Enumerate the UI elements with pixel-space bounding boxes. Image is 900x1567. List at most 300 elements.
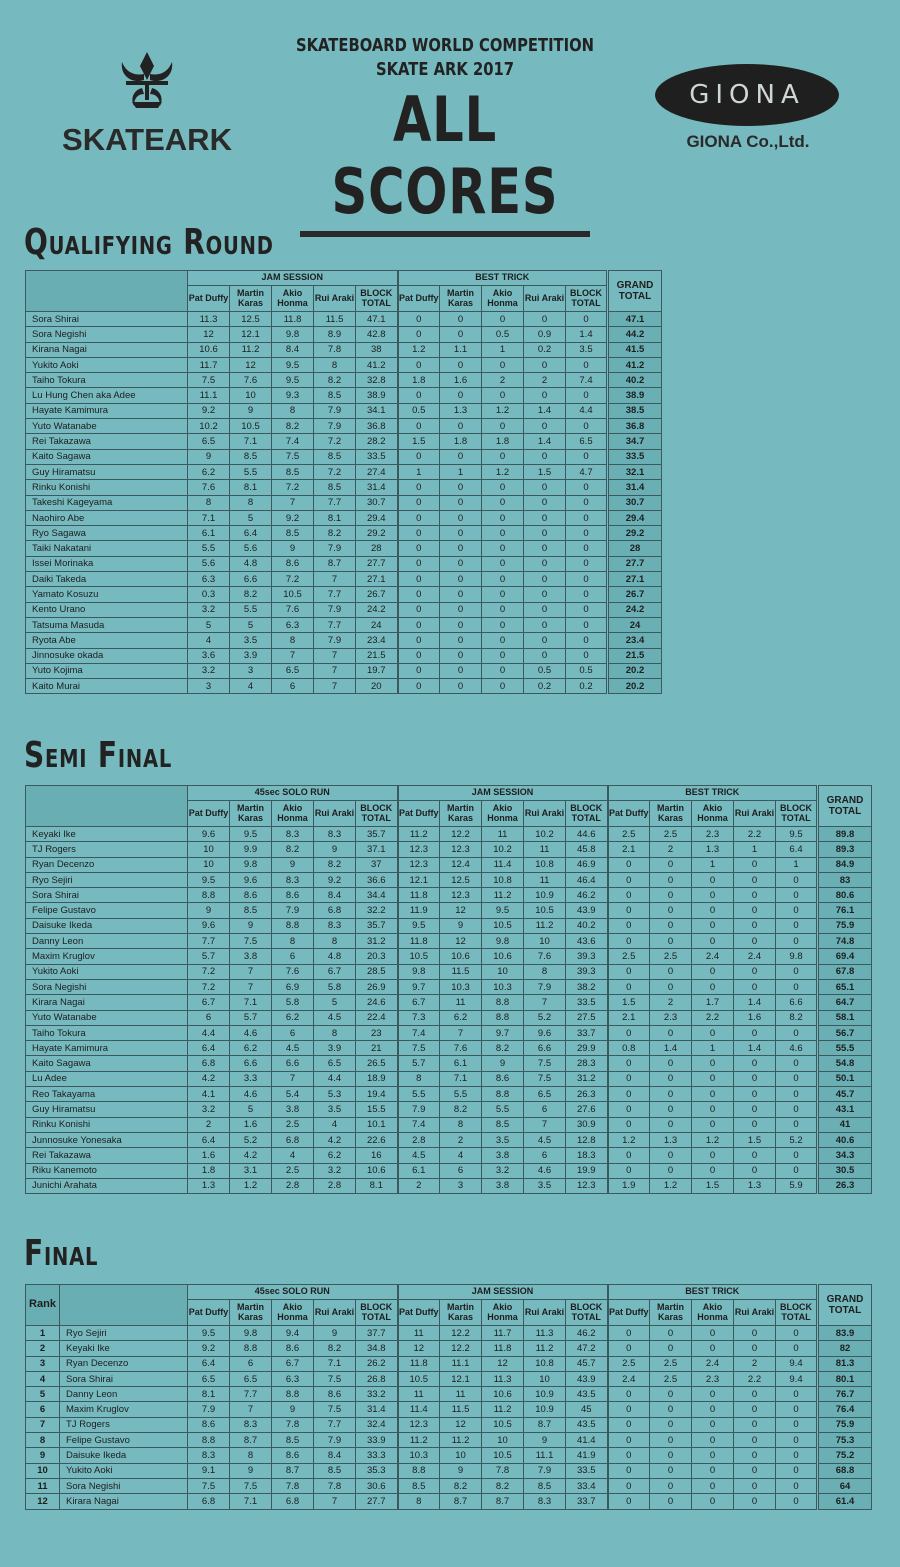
grand-total-cell: 82 bbox=[818, 1341, 872, 1356]
score-cell: 8.7 bbox=[440, 1494, 482, 1509]
score-cell: 9 bbox=[440, 918, 482, 933]
skater-name: Jinnosuke okada bbox=[26, 648, 188, 663]
score-cell: 0 bbox=[482, 617, 524, 632]
block-total-cell: 26.5 bbox=[356, 1056, 398, 1071]
score-cell: 12 bbox=[188, 327, 230, 342]
score-cell: 7 bbox=[230, 979, 272, 994]
block-total-header: BLOCK TOTAL bbox=[566, 801, 608, 827]
score-cell: 0 bbox=[524, 556, 566, 571]
judge-header: Akio Honma bbox=[272, 801, 314, 827]
grand-total-cell: 61.4 bbox=[818, 1494, 872, 1509]
score-cell: 7.7 bbox=[230, 1387, 272, 1402]
score-cell: 8.6 bbox=[188, 1417, 230, 1432]
block-total-cell: 0 bbox=[566, 526, 608, 541]
score-cell: 9.5 bbox=[230, 827, 272, 842]
judge-header: Martin Karas bbox=[440, 286, 482, 312]
score-cell: 0 bbox=[608, 1387, 650, 1402]
score-cell: 0 bbox=[398, 388, 440, 403]
table-row bbox=[26, 1178, 872, 1193]
score-cell: 7.5 bbox=[314, 1402, 356, 1417]
table-row bbox=[26, 1132, 872, 1147]
score-cell: 8.2 bbox=[440, 1478, 482, 1493]
score-cell: 9 bbox=[482, 1056, 524, 1071]
grand-total-cell: 44.2 bbox=[608, 327, 662, 342]
score-cell: 9.3 bbox=[272, 388, 314, 403]
score-cell: 8.8 bbox=[482, 995, 524, 1010]
block-total-cell: 36.8 bbox=[356, 419, 398, 434]
block-total-cell: 27.5 bbox=[566, 1010, 608, 1025]
block-total-cell: 47.2 bbox=[566, 1341, 608, 1356]
score-cell: 7.9 bbox=[314, 633, 356, 648]
score-cell: 0 bbox=[650, 1341, 692, 1356]
score-cell: 9.5 bbox=[188, 1326, 230, 1341]
score-cell: 3 bbox=[440, 1178, 482, 1193]
skater-name: Kirara Nagai bbox=[60, 1494, 188, 1509]
score-cell: 11 bbox=[398, 1387, 440, 1402]
table-row bbox=[26, 903, 872, 918]
group-header: 45sec SOLO RUN bbox=[188, 1285, 398, 1300]
score-cell: 6.4 bbox=[188, 1132, 230, 1147]
score-cell: 0 bbox=[398, 602, 440, 617]
score-cell: 8.5 bbox=[524, 1478, 566, 1493]
score-cell: 7.5 bbox=[524, 1056, 566, 1071]
score-cell: 2 bbox=[398, 1178, 440, 1193]
score-cell: 6.2 bbox=[314, 1148, 356, 1163]
table-row bbox=[26, 464, 662, 479]
score-cell: 6.6 bbox=[230, 572, 272, 587]
skater-name: Sora Shirai bbox=[60, 1371, 188, 1386]
block-total-cell: 5.2 bbox=[776, 1132, 818, 1147]
block-total-cell: 0 bbox=[776, 1326, 818, 1341]
score-cell: 0 bbox=[440, 419, 482, 434]
score-cell: 6.5 bbox=[524, 1087, 566, 1102]
semi-final-table bbox=[25, 785, 872, 1194]
score-cell: 0 bbox=[440, 572, 482, 587]
grand-total-cell: 40.6 bbox=[818, 1132, 872, 1147]
score-cell: 12 bbox=[440, 903, 482, 918]
score-cell: 9.5 bbox=[272, 373, 314, 388]
score-cell: 7 bbox=[440, 1025, 482, 1040]
block-total-cell: 29.9 bbox=[566, 1041, 608, 1056]
score-cell: 7.9 bbox=[314, 1433, 356, 1448]
table-row bbox=[26, 1102, 872, 1117]
score-cell: 11.7 bbox=[482, 1326, 524, 1341]
score-cell: 0 bbox=[482, 556, 524, 571]
judge-header: Akio Honma bbox=[272, 286, 314, 312]
grand-total-cell: 41.5 bbox=[608, 342, 662, 357]
block-total-cell: 0 bbox=[566, 357, 608, 372]
score-cell: 6 bbox=[230, 1356, 272, 1371]
grand-total-cell: 27.1 bbox=[608, 572, 662, 587]
score-cell: 5.5 bbox=[398, 1087, 440, 1102]
score-cell: 6.7 bbox=[314, 964, 356, 979]
score-cell: 5.5 bbox=[188, 541, 230, 556]
score-cell: 0 bbox=[398, 510, 440, 525]
skater-name: Maxim Kruglov bbox=[26, 949, 188, 964]
score-cell: 8.5 bbox=[314, 1463, 356, 1478]
table-row bbox=[26, 995, 872, 1010]
score-cell: 7.5 bbox=[524, 1071, 566, 1086]
skater-name: Guy Hiramatsu bbox=[26, 464, 188, 479]
score-cell: 8.5 bbox=[230, 449, 272, 464]
score-cell: 10.8 bbox=[524, 1356, 566, 1371]
block-total-cell: 0 bbox=[566, 419, 608, 434]
score-cell: 1.6 bbox=[230, 1117, 272, 1132]
giona-oval: GIONA bbox=[655, 64, 839, 126]
score-cell: 1.1 bbox=[440, 342, 482, 357]
score-cell: 8.3 bbox=[230, 1417, 272, 1432]
block-total-cell: 37.7 bbox=[356, 1326, 398, 1341]
table-row bbox=[26, 1010, 872, 1025]
score-cell: 7.4 bbox=[272, 434, 314, 449]
block-total-header: BLOCK TOTAL bbox=[356, 801, 398, 827]
score-cell: 7.8 bbox=[272, 1417, 314, 1432]
score-cell: 1.4 bbox=[524, 403, 566, 418]
score-cell: 11.1 bbox=[188, 388, 230, 403]
score-cell: 2.2 bbox=[734, 827, 776, 842]
score-cell: 7.9 bbox=[314, 541, 356, 556]
table-row bbox=[26, 1494, 872, 1509]
table-row bbox=[26, 1041, 872, 1056]
score-cell: 4.5 bbox=[272, 1041, 314, 1056]
block-total-header: BLOCK TOTAL bbox=[566, 286, 608, 312]
skater-name: Guy Hiramatsu bbox=[26, 1102, 188, 1117]
score-cell: 4.1 bbox=[188, 1087, 230, 1102]
block-total-cell: 1 bbox=[776, 857, 818, 872]
block-total-cell: 1.4 bbox=[566, 327, 608, 342]
score-cell: 2.5 bbox=[650, 1371, 692, 1386]
score-cell: 11 bbox=[524, 842, 566, 857]
score-cell: 6.1 bbox=[398, 1163, 440, 1178]
score-cell: 7 bbox=[524, 995, 566, 1010]
score-cell: 0 bbox=[650, 1102, 692, 1117]
table-row bbox=[26, 1117, 872, 1132]
grand-total-cell: 21.5 bbox=[608, 648, 662, 663]
judge-header: Martin Karas bbox=[650, 1300, 692, 1326]
grand-total-cell: 68.8 bbox=[818, 1463, 872, 1478]
score-cell: 9.4 bbox=[272, 1326, 314, 1341]
block-total-cell: 3.5 bbox=[566, 342, 608, 357]
score-cell: 0 bbox=[440, 602, 482, 617]
score-cell: 5 bbox=[314, 995, 356, 1010]
score-cell: 8.8 bbox=[272, 918, 314, 933]
skater-name: Riku Kanemoto bbox=[26, 1163, 188, 1178]
grand-total-cell: 83.9 bbox=[818, 1326, 872, 1341]
grand-total-cell: 84.9 bbox=[818, 857, 872, 872]
score-cell: 6.6 bbox=[272, 1056, 314, 1071]
score-cell: 1.4 bbox=[734, 995, 776, 1010]
skater-name: Maxim Kruglov bbox=[60, 1402, 188, 1417]
score-cell: 0 bbox=[650, 1433, 692, 1448]
score-cell: 0 bbox=[440, 327, 482, 342]
score-cell: 12.4 bbox=[440, 857, 482, 872]
score-cell: 0 bbox=[608, 1478, 650, 1493]
score-cell: 3.5 bbox=[482, 1132, 524, 1147]
score-cell: 0 bbox=[482, 480, 524, 495]
score-cell: 7.5 bbox=[230, 1478, 272, 1493]
table-row bbox=[26, 842, 872, 857]
score-cell: 11 bbox=[524, 872, 566, 887]
score-cell: 0 bbox=[524, 419, 566, 434]
score-cell: 8.7 bbox=[524, 1417, 566, 1432]
judge-header: Pat Duffy bbox=[398, 1300, 440, 1326]
block-total-cell: 19.4 bbox=[356, 1087, 398, 1102]
qualifying-table bbox=[25, 270, 662, 694]
score-cell: 0 bbox=[734, 872, 776, 887]
grand-total-cell: 75.3 bbox=[818, 1433, 872, 1448]
grand-total-cell: 29.2 bbox=[608, 526, 662, 541]
judge-header: Pat Duffy bbox=[188, 286, 230, 312]
score-cell: 0 bbox=[482, 357, 524, 372]
score-cell: 5.3 bbox=[314, 1087, 356, 1102]
score-cell: 1.2 bbox=[482, 464, 524, 479]
score-cell: 0 bbox=[482, 633, 524, 648]
skater-name: Reo Takayama bbox=[26, 1087, 188, 1102]
score-cell: 8 bbox=[230, 495, 272, 510]
block-total-cell: 44.6 bbox=[566, 827, 608, 842]
score-cell: 0 bbox=[608, 1056, 650, 1071]
block-total-cell: 9.5 bbox=[776, 827, 818, 842]
block-total-cell: 27.6 bbox=[566, 1102, 608, 1117]
score-cell: 0 bbox=[692, 872, 734, 887]
score-cell: 2.2 bbox=[692, 1010, 734, 1025]
score-cell: 0 bbox=[692, 964, 734, 979]
score-cell: 0 bbox=[482, 495, 524, 510]
score-cell: 7.2 bbox=[314, 434, 356, 449]
score-cell: 0 bbox=[524, 449, 566, 464]
score-cell: 4.4 bbox=[188, 1025, 230, 1040]
skater-name: Danny Leon bbox=[26, 934, 188, 949]
score-cell: 0 bbox=[650, 872, 692, 887]
score-cell: 0 bbox=[440, 495, 482, 510]
score-cell: 5 bbox=[230, 1102, 272, 1117]
score-cell: 2.1 bbox=[608, 1010, 650, 1025]
score-cell: 6 bbox=[524, 1148, 566, 1163]
score-cell: 0.3 bbox=[188, 587, 230, 602]
table-row bbox=[26, 1417, 872, 1432]
block-total-cell: 0 bbox=[776, 1463, 818, 1478]
score-cell: 2 bbox=[650, 842, 692, 857]
score-cell: 7.8 bbox=[314, 1478, 356, 1493]
score-cell: 8.5 bbox=[482, 1117, 524, 1132]
score-cell: 8.3 bbox=[524, 1494, 566, 1509]
score-cell: 0.9 bbox=[524, 327, 566, 342]
score-cell: 6.2 bbox=[272, 1010, 314, 1025]
block-total-cell: 0.5 bbox=[566, 663, 608, 678]
score-cell: 0 bbox=[734, 1341, 776, 1356]
table-row bbox=[26, 357, 662, 372]
score-cell: 0 bbox=[398, 449, 440, 464]
block-total-cell: 26.2 bbox=[356, 1356, 398, 1371]
grand-total-cell: 26.3 bbox=[818, 1178, 872, 1193]
score-cell: 9.2 bbox=[188, 1341, 230, 1356]
table-row bbox=[26, 617, 662, 632]
rank-cell: 11 bbox=[26, 1478, 60, 1493]
block-total-cell: 0 bbox=[566, 312, 608, 327]
block-total-cell: 31.2 bbox=[566, 1071, 608, 1086]
grand-total-header: GRAND TOTAL bbox=[608, 271, 662, 312]
score-cell: 8.5 bbox=[272, 526, 314, 541]
block-total-cell: 32.2 bbox=[356, 903, 398, 918]
score-cell: 2.4 bbox=[692, 949, 734, 964]
score-cell: 2 bbox=[650, 995, 692, 1010]
score-cell: 0 bbox=[650, 1387, 692, 1402]
table-row bbox=[26, 495, 662, 510]
score-cell: 0 bbox=[608, 903, 650, 918]
score-cell: 0 bbox=[398, 663, 440, 678]
score-cell: 0 bbox=[482, 449, 524, 464]
grand-total-cell: 34.7 bbox=[608, 434, 662, 449]
block-total-cell: 32.8 bbox=[356, 373, 398, 388]
block-total-header: BLOCK TOTAL bbox=[776, 1300, 818, 1326]
score-cell: 8.2 bbox=[440, 1102, 482, 1117]
grand-total-cell: 69.4 bbox=[818, 949, 872, 964]
score-cell: 8 bbox=[230, 1448, 272, 1463]
score-cell: 7.9 bbox=[314, 419, 356, 434]
score-cell: 0 bbox=[398, 312, 440, 327]
grand-total-cell: 76.4 bbox=[818, 1402, 872, 1417]
score-cell: 10.9 bbox=[524, 1402, 566, 1417]
table-row bbox=[26, 342, 662, 357]
score-cell: 0 bbox=[440, 556, 482, 571]
grand-total-cell: 20.2 bbox=[608, 679, 662, 694]
skater-name: Yukito Aoki bbox=[26, 964, 188, 979]
grand-total-cell: 75.9 bbox=[818, 1417, 872, 1432]
score-cell: 7 bbox=[314, 572, 356, 587]
judge-header: Rui Araki bbox=[314, 1300, 356, 1326]
score-cell: 6 bbox=[272, 949, 314, 964]
rank-cell: 4 bbox=[26, 1371, 60, 1386]
table-row bbox=[26, 1387, 872, 1402]
block-total-cell: 33.3 bbox=[356, 1448, 398, 1463]
score-cell: 8.2 bbox=[314, 373, 356, 388]
grand-total-cell: 50.1 bbox=[818, 1071, 872, 1086]
score-cell: 10.8 bbox=[524, 857, 566, 872]
score-cell: 0 bbox=[524, 357, 566, 372]
score-cell: 9.2 bbox=[272, 510, 314, 525]
score-cell: 8.8 bbox=[482, 1087, 524, 1102]
score-cell: 2.5 bbox=[650, 1356, 692, 1371]
skater-name: Takeshi Kageyama bbox=[26, 495, 188, 510]
score-cell: 4.6 bbox=[524, 1163, 566, 1178]
score-cell: 9.2 bbox=[188, 403, 230, 418]
score-cell: 6.4 bbox=[188, 1041, 230, 1056]
grand-total-cell: 30.7 bbox=[608, 495, 662, 510]
skater-name: Kirara Nagai bbox=[26, 995, 188, 1010]
rank-cell: 7 bbox=[26, 1417, 60, 1432]
score-cell: 1.6 bbox=[188, 1148, 230, 1163]
score-cell: 4.5 bbox=[398, 1148, 440, 1163]
score-cell: 8 bbox=[314, 934, 356, 949]
score-cell: 0 bbox=[734, 1433, 776, 1448]
score-cell: 1.8 bbox=[188, 1163, 230, 1178]
table-row bbox=[26, 1402, 872, 1417]
score-cell: 3.2 bbox=[188, 602, 230, 617]
skater-name: Rinku Konishi bbox=[26, 480, 188, 495]
grand-total-cell: 74.8 bbox=[818, 934, 872, 949]
score-cell: 0 bbox=[440, 510, 482, 525]
score-cell: 8.5 bbox=[272, 464, 314, 479]
score-cell: 0 bbox=[524, 587, 566, 602]
score-cell: 0 bbox=[608, 1448, 650, 1463]
score-cell: 11 bbox=[398, 1326, 440, 1341]
score-cell: 0 bbox=[734, 918, 776, 933]
score-cell: 5.5 bbox=[440, 1087, 482, 1102]
name-header bbox=[26, 786, 188, 827]
block-total-cell: 0 bbox=[776, 1056, 818, 1071]
table-row bbox=[26, 480, 662, 495]
score-cell: 12 bbox=[398, 1341, 440, 1356]
grand-total-cell: 67.8 bbox=[818, 964, 872, 979]
score-cell: 0 bbox=[734, 1463, 776, 1478]
table-row bbox=[26, 1463, 872, 1478]
judge-header: Rui Araki bbox=[734, 801, 776, 827]
block-total-cell: 27.1 bbox=[356, 572, 398, 587]
block-total-cell: 0 bbox=[776, 1402, 818, 1417]
score-cell: 10.9 bbox=[524, 1387, 566, 1402]
score-cell: 8.1 bbox=[188, 1387, 230, 1402]
score-cell: 0 bbox=[398, 556, 440, 571]
score-cell: 0 bbox=[482, 602, 524, 617]
score-cell: 0 bbox=[650, 1163, 692, 1178]
judge-header: Pat Duffy bbox=[188, 1300, 230, 1326]
block-total-cell: 39.3 bbox=[566, 964, 608, 979]
score-cell: 3.2 bbox=[482, 1163, 524, 1178]
judge-header: Akio Honma bbox=[692, 1300, 734, 1326]
score-cell: 8.2 bbox=[314, 1341, 356, 1356]
skater-name: Ryo Sejiri bbox=[60, 1326, 188, 1341]
judge-header: Akio Honma bbox=[482, 286, 524, 312]
score-cell: 8 bbox=[440, 1117, 482, 1132]
score-cell: 0 bbox=[650, 1402, 692, 1417]
score-cell: 5.8 bbox=[314, 979, 356, 994]
score-cell: 10 bbox=[440, 1448, 482, 1463]
table-row bbox=[26, 663, 662, 678]
score-cell: 11.3 bbox=[188, 312, 230, 327]
score-cell: 8.7 bbox=[314, 556, 356, 571]
score-cell: 4 bbox=[230, 679, 272, 694]
score-cell: 0 bbox=[734, 934, 776, 949]
score-cell: 0 bbox=[440, 541, 482, 556]
block-total-cell: 0 bbox=[566, 480, 608, 495]
score-cell: 8.6 bbox=[272, 556, 314, 571]
score-cell: 0 bbox=[692, 1478, 734, 1493]
score-cell: 9.6 bbox=[230, 872, 272, 887]
block-total-cell: 0 bbox=[776, 979, 818, 994]
score-cell: 10.8 bbox=[482, 872, 524, 887]
block-total-cell: 28.3 bbox=[566, 1056, 608, 1071]
score-cell: 7 bbox=[230, 1402, 272, 1417]
block-total-cell: 33.5 bbox=[566, 995, 608, 1010]
skater-name: Yuto Watanabe bbox=[26, 1010, 188, 1025]
score-cell: 10 bbox=[524, 1371, 566, 1386]
score-cell: 3.2 bbox=[314, 1163, 356, 1178]
score-cell: 8.1 bbox=[314, 510, 356, 525]
block-total-header: BLOCK TOTAL bbox=[776, 801, 818, 827]
grand-total-cell: 27.7 bbox=[608, 556, 662, 571]
block-total-cell: 0 bbox=[776, 1387, 818, 1402]
block-total-cell: 30.9 bbox=[566, 1117, 608, 1132]
score-cell: 8.8 bbox=[272, 1387, 314, 1402]
grand-total-cell: 40.2 bbox=[608, 373, 662, 388]
table-row bbox=[26, 857, 872, 872]
score-cell: 8 bbox=[272, 934, 314, 949]
score-cell: 0 bbox=[608, 1463, 650, 1478]
score-cell: 0 bbox=[650, 1448, 692, 1463]
score-cell: 0 bbox=[482, 312, 524, 327]
score-cell: 0 bbox=[734, 964, 776, 979]
skater-name: Keyaki Ike bbox=[60, 1341, 188, 1356]
